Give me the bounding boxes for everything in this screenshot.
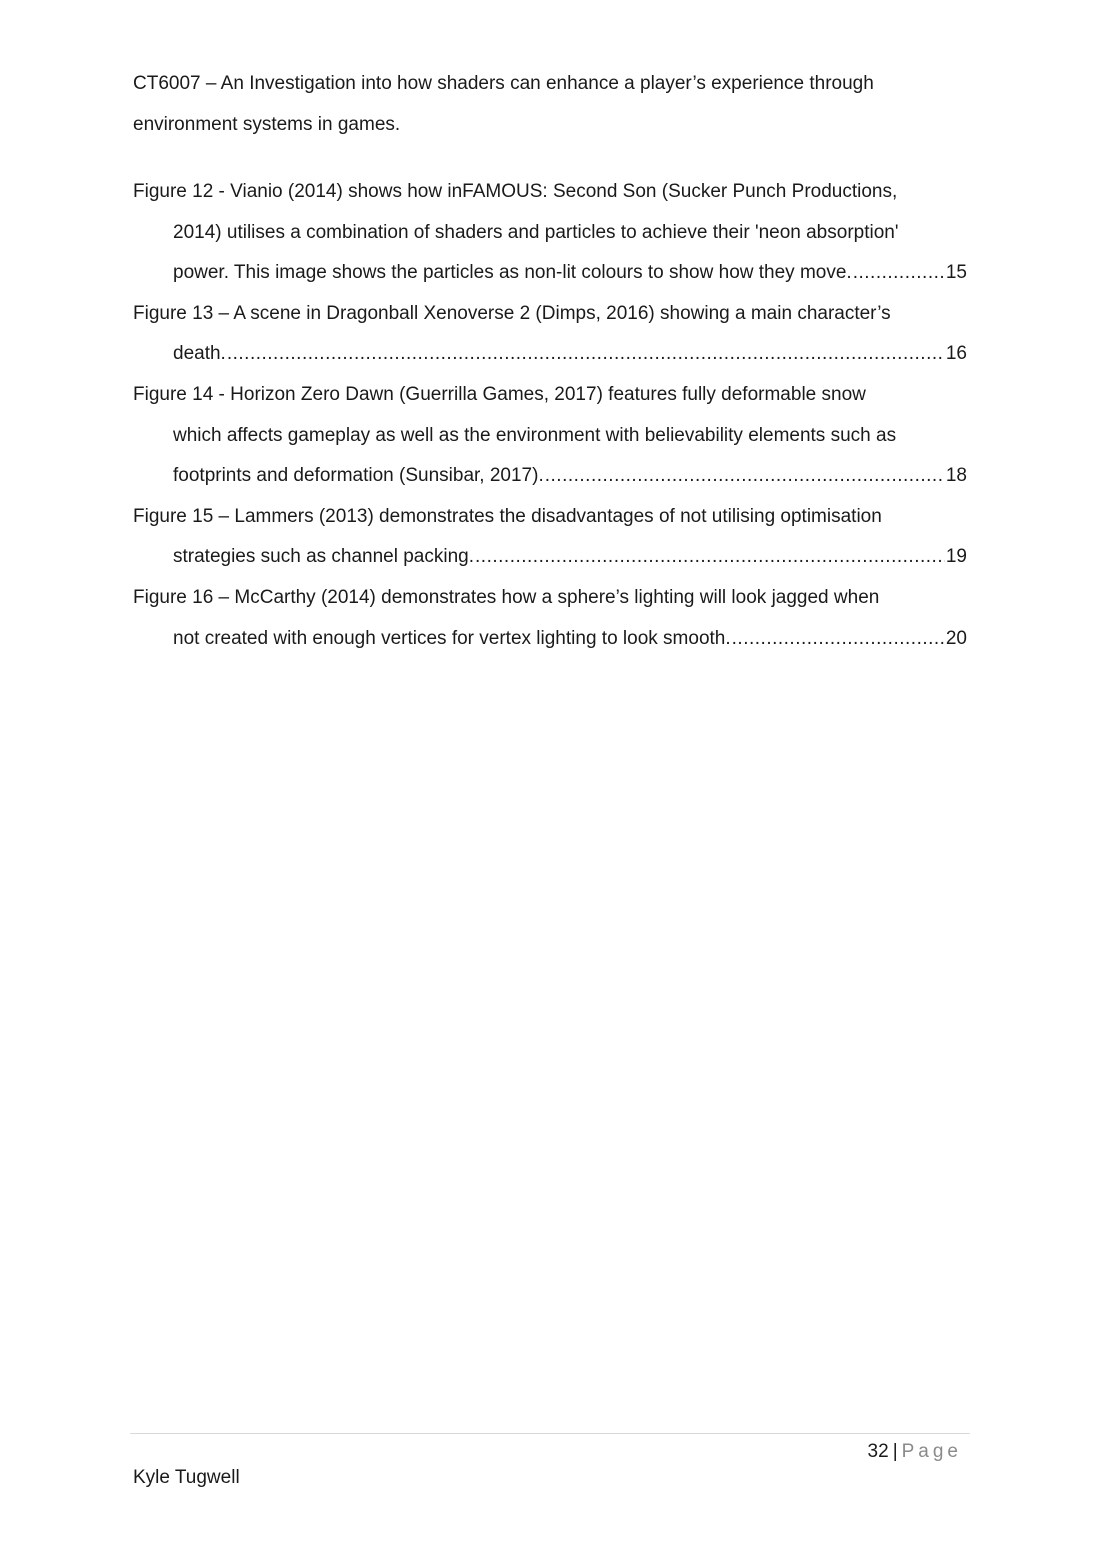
figure-entry-text: Figure 15 – Lammers (2013) demonstrates the disadvantages of not utilising optimisation (133, 505, 882, 527)
dot-leader (227, 334, 945, 375)
figure-page-number: 19 (945, 546, 967, 568)
page-separator: | (892, 1441, 898, 1462)
figure-page-number: 18 (945, 465, 967, 487)
figure-page-number: 16 (945, 343, 967, 365)
dot-leader (475, 537, 945, 578)
figure-entry-text: Figure 13 – A scene in Dragonball Xenoverse 2 (Dimps, 2016) showing a main character’s (133, 302, 891, 324)
dot-leader (853, 253, 945, 294)
figure-entry-text: footprints and deformation (Sunsibar, 2017). (173, 465, 544, 487)
header-line-1: CT6007 – An Investigation into how shaders can enhance a player’s experience through (133, 73, 874, 94)
header-line-2: environment systems in games. (133, 114, 401, 135)
footer-author: Kyle Tugwell (133, 1467, 240, 1488)
figure-entry-text: Figure 12 - Vianio (2014) shows how inFAMOUS: Second Son (Sucker Punch Productions, (133, 181, 898, 202)
figure-entry-14[interactable] (133, 375, 967, 497)
footer-divider (130, 1433, 970, 1434)
figure-entry-13[interactable] (133, 294, 967, 375)
dot-leader (732, 619, 945, 660)
figure-entry-text: power. This image shows the particles as non-lit colours to show how they move. (173, 262, 852, 284)
table-of-figures (133, 172, 967, 659)
figure-entry-12[interactable] (133, 172, 967, 294)
figure-entry-text: Figure 14 - Horizon Zero Dawn (Guerrilla Games, 2017) features fully deformable snow (133, 383, 866, 405)
figure-entry-text: 2014) utilises a combination of shaders and particles to achieve their 'neon absorption' (173, 221, 899, 243)
page-number-block (868, 1438, 962, 1466)
figure-entry-text: death. (173, 343, 226, 365)
page-number: 32 (867, 1441, 889, 1462)
figure-page-number: 20 (945, 627, 967, 649)
figure-entry-text: not created with enough vertices for vertex lighting to look smooth. (173, 627, 731, 649)
figure-entry-text: Figure 16 – McCarthy (2014) demonstrates how a sphere’s lighting will look jagged when (133, 586, 880, 608)
figure-entry-15[interactable] (133, 497, 967, 578)
figure-entry-16[interactable] (133, 578, 967, 659)
figure-page-number: 15 (945, 262, 967, 284)
figure-entry-text: which affects gameplay as well as the environment with believability elements such as (173, 424, 897, 446)
document-header (133, 63, 973, 145)
dot-leader (545, 456, 945, 497)
figure-entry-text: strategies such as channel packing. (173, 546, 475, 568)
page-label: Page (901, 1441, 962, 1462)
